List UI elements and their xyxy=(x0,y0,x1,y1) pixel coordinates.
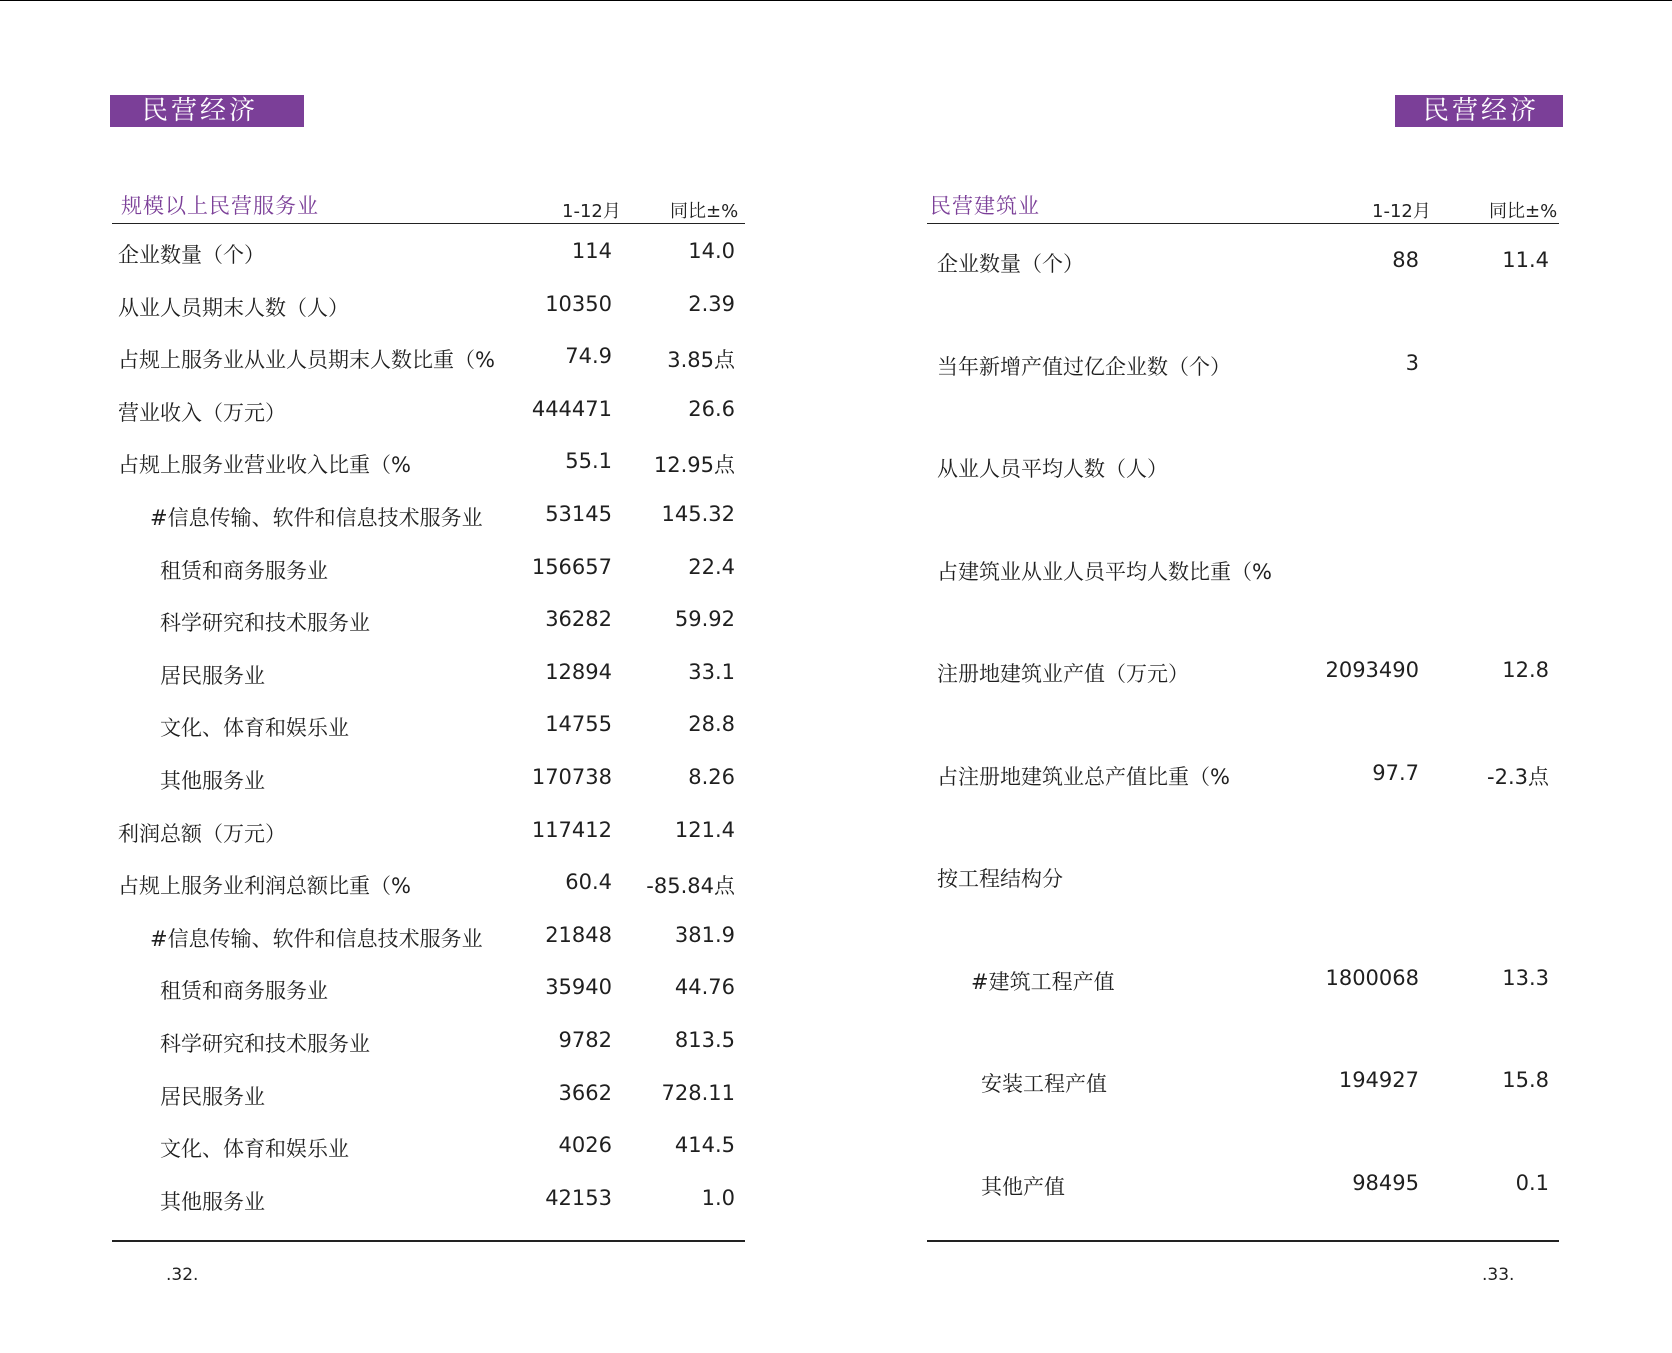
private-services-table xyxy=(112,185,745,1238)
row-value-period: 53145 xyxy=(545,501,612,526)
page-number-left: .32. xyxy=(166,1265,199,1285)
row-value-period: 12894 xyxy=(545,659,612,684)
column-header-period: 1-12月 xyxy=(1372,201,1431,222)
row-value-yoy: -85.84点 xyxy=(646,874,735,899)
row-value-yoy: 12.95点 xyxy=(653,453,735,478)
table-body xyxy=(927,248,1559,1273)
row-value-yoy: 22.4 xyxy=(688,554,735,579)
row-value-period: 60.4 xyxy=(565,870,612,895)
table-row xyxy=(927,556,1559,659)
table-title: 民营建筑业 xyxy=(930,194,1040,218)
row-value-period: 55.1 xyxy=(565,449,612,474)
table-row xyxy=(112,818,745,871)
row-label: 注册地建筑业产值（万元） xyxy=(937,662,1189,686)
row-value-yoy: 3.85点 xyxy=(667,348,735,373)
row-value-yoy: 0.1 xyxy=(1515,1170,1549,1195)
row-label: 利润总额（万元） xyxy=(118,821,286,846)
row-label: 居民服务业 xyxy=(160,663,265,688)
row-label: 按工程结构分 xyxy=(937,867,1063,891)
row-label: 其他服务业 xyxy=(160,768,265,793)
row-value-period: 3 xyxy=(1405,350,1419,375)
row-value-yoy: 15.8 xyxy=(1502,1068,1549,1092)
row-value-yoy: 59.92 xyxy=(674,607,735,632)
row-value-yoy: 28.8 xyxy=(688,712,735,737)
row-value-period: 10350 xyxy=(545,291,612,316)
table-row xyxy=(927,351,1559,454)
table-row xyxy=(112,712,745,765)
row-value-yoy: 145.32 xyxy=(661,501,735,526)
row-label: 营业收入（万元） xyxy=(118,400,286,425)
table-row xyxy=(112,660,745,713)
row-value-yoy: 12.8 xyxy=(1502,658,1549,682)
row-label: 从业人员平均人数（人） xyxy=(937,457,1168,481)
table-bottom-rule-right xyxy=(927,1240,1559,1242)
row-label: 科学研究和技术服务业 xyxy=(160,1031,370,1056)
row-value-yoy: 2.39 xyxy=(688,291,735,316)
row-value-yoy: 44.76 xyxy=(674,975,735,1000)
row-label: 租赁和商务服务业 xyxy=(160,558,328,583)
row-value-period: 35940 xyxy=(545,975,612,1000)
row-value-period: 36282 xyxy=(545,607,612,632)
row-value-period: 88 xyxy=(1392,248,1419,272)
table-header xyxy=(927,185,1559,224)
private-construction-table xyxy=(927,185,1559,1273)
column-header-yoy: 同比±% xyxy=(670,201,739,222)
row-value-yoy: -2.3点 xyxy=(1487,764,1549,789)
row-label: 安装工程产值 xyxy=(981,1072,1107,1096)
row-label: 居民服务业 xyxy=(160,1084,265,1109)
row-value-yoy: 1.0 xyxy=(701,1185,735,1210)
row-value-period: 14755 xyxy=(545,712,612,737)
row-value-period: 1800068 xyxy=(1325,965,1419,990)
row-value-period: 98495 xyxy=(1352,1170,1419,1195)
table-row xyxy=(112,239,745,292)
row-label: 占规上服务业营业收入比重（% xyxy=(118,453,411,478)
row-value-yoy: 33.1 xyxy=(688,659,735,684)
row-value-period: 3662 xyxy=(558,1080,612,1105)
row-label: #信息传输、软件和信息技术服务业 xyxy=(150,505,483,530)
row-value-period: 114 xyxy=(571,239,612,263)
table-row xyxy=(927,966,1559,1069)
table-row xyxy=(112,344,745,397)
row-label: 文化、体育和娱乐业 xyxy=(160,716,349,741)
row-value-yoy: 414.5 xyxy=(674,1133,735,1158)
table-row xyxy=(112,292,745,345)
table-bottom-rule-left xyxy=(112,1240,745,1242)
row-value-period: 42153 xyxy=(545,1185,612,1210)
table-row xyxy=(112,607,745,660)
table-row xyxy=(927,1171,1559,1274)
row-label: 企业数量（个） xyxy=(937,252,1084,276)
row-value-yoy: 11.4 xyxy=(1502,248,1549,272)
row-value-yoy: 26.6 xyxy=(688,396,735,421)
row-label: 当年新增产值过亿企业数（个） xyxy=(937,354,1231,379)
section-banner-left: 民营经济 xyxy=(110,95,304,127)
table-title: 规模以上民营服务业 xyxy=(121,194,319,218)
row-label: 占注册地建筑业总产值比重（% xyxy=(937,764,1230,789)
row-label: 占建筑业从业人员平均人数比重（% xyxy=(937,559,1272,584)
row-value-yoy: 121.4 xyxy=(674,817,735,842)
column-header-yoy: 同比±% xyxy=(1489,201,1558,222)
row-value-period: 9782 xyxy=(558,1027,612,1052)
table-row xyxy=(112,1028,745,1081)
row-label: 科学研究和技术服务业 xyxy=(160,611,370,636)
column-header-period: 1-12月 xyxy=(562,201,621,222)
row-value-period: 444471 xyxy=(531,396,612,421)
row-value-period: 97.7 xyxy=(1372,760,1419,785)
row-value-period: 74.9 xyxy=(565,344,612,369)
row-value-period: 21848 xyxy=(545,922,612,947)
section-banner-right: 民营经济 xyxy=(1395,95,1563,127)
top-border xyxy=(0,0,1672,1)
row-value-yoy: 14.0 xyxy=(688,239,735,263)
row-label: 占规上服务业从业人员期末人数比重（% xyxy=(118,348,495,373)
row-label: 租赁和商务服务业 xyxy=(160,979,328,1004)
row-value-yoy: 13.3 xyxy=(1502,965,1549,990)
table-row xyxy=(112,765,745,818)
table-row xyxy=(927,863,1559,966)
row-value-period: 2093490 xyxy=(1325,658,1419,682)
table-row xyxy=(927,453,1559,556)
row-value-period: 4026 xyxy=(558,1133,612,1158)
table-header xyxy=(112,185,745,224)
table-row xyxy=(112,555,745,608)
table-row xyxy=(112,923,745,976)
row-value-yoy: 8.26 xyxy=(688,764,735,789)
row-value-period: 170738 xyxy=(531,764,612,789)
table-row xyxy=(112,975,745,1028)
row-value-yoy: 813.5 xyxy=(674,1027,735,1052)
row-value-yoy: 381.9 xyxy=(674,922,735,947)
table-row xyxy=(927,248,1559,351)
row-label: #信息传输、软件和信息技术服务业 xyxy=(150,926,483,951)
row-value-yoy: 728.11 xyxy=(661,1080,735,1105)
row-value-period: 156657 xyxy=(531,554,612,579)
table-row xyxy=(112,397,745,450)
row-label: #建筑工程产值 xyxy=(971,969,1115,994)
row-label: 企业数量（个） xyxy=(118,243,265,267)
row-value-period: 117412 xyxy=(531,817,612,842)
table-row xyxy=(112,502,745,555)
table-row xyxy=(112,870,745,923)
table-row xyxy=(927,1068,1559,1171)
page-number-right: .33. xyxy=(1482,1265,1515,1285)
table-row xyxy=(112,1186,745,1239)
row-label: 其他服务业 xyxy=(160,1189,265,1214)
table-row xyxy=(112,449,745,502)
row-label: 其他产值 xyxy=(981,1174,1065,1199)
table-body xyxy=(112,239,745,1238)
table-row xyxy=(927,761,1559,864)
table-row xyxy=(112,1081,745,1134)
table-row xyxy=(927,658,1559,761)
row-label: 文化、体育和娱乐业 xyxy=(160,1137,349,1162)
table-row xyxy=(112,1133,745,1186)
row-label: 占规上服务业利润总额比重（% xyxy=(118,874,411,899)
row-label: 从业人员期末人数（人） xyxy=(118,295,349,320)
row-value-period: 194927 xyxy=(1338,1068,1419,1092)
